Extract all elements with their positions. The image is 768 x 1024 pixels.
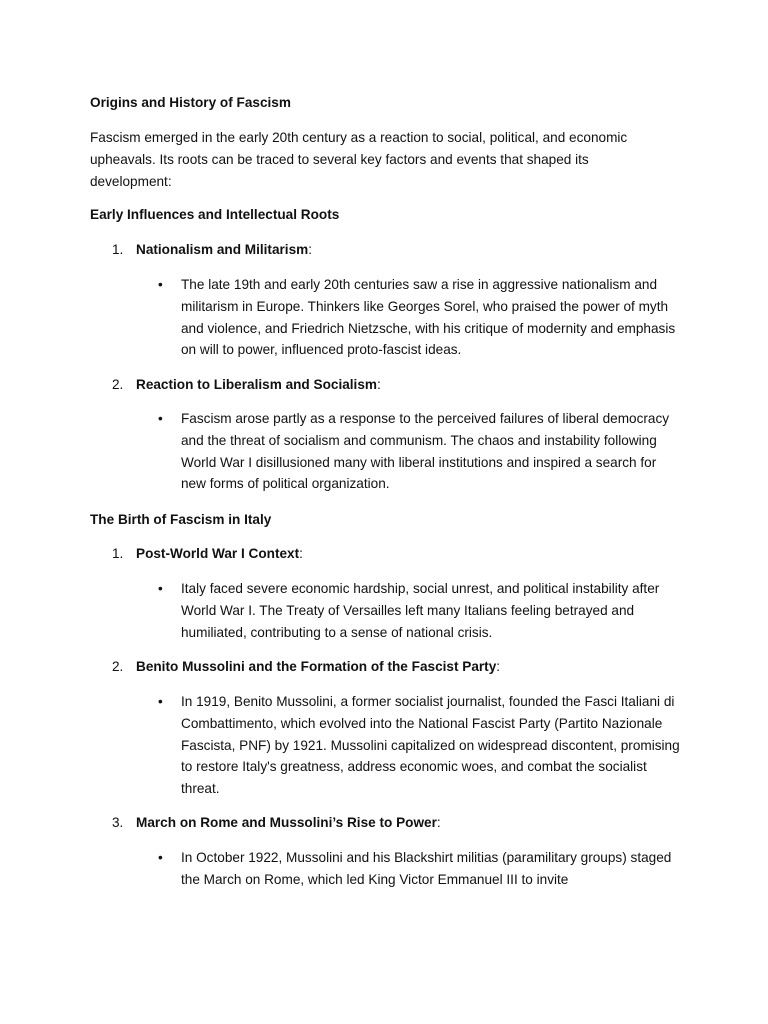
list-number: 3.: [112, 815, 124, 830]
bullet-text: In 1919, Benito Mussolini, a former socialist journalist, founded the Fasci Italiani di Combattimento, which evolved into the National Fascist Party (Partito Nazionale Fascista, PNF) by 1921. Mussolini capitalized on widespread discontent, promising to restore Italy's greatness, address economic woes, and combat the socialist threat.: [181, 694, 680, 797]
section-heading: The Birth of Fascism in Italy: [90, 512, 272, 527]
document-title: Origins and History of Fascism: [90, 95, 291, 110]
list-item-title-text: Reaction to Liberalism and Socialism: [136, 377, 377, 392]
bullet-text: Fascism arose partly as a response to the perceived failures of liberal democracy and the threat of socialism and communism. The chaos and instability following World War I disillusioned many with liberal institutions and inspired a search for new forms of political organization.: [181, 411, 670, 492]
list-item-title-text: Benito Mussolini and the Formation of the Fascist Party: [136, 659, 497, 674]
list-item-title-text: March on Rome and Mussolini’s Rise to Power: [136, 815, 437, 830]
list-item-colon: :: [436, 815, 441, 830]
bullet-dot: •: [158, 694, 163, 709]
list-item-title: [136, 812, 696, 834]
list-item-colon: :: [496, 659, 501, 674]
list-number: 1.: [112, 546, 124, 561]
list-number: 2.: [112, 659, 124, 674]
section-heading: Early Influences and Intellectual Roots: [90, 207, 340, 222]
list-item-colon: :: [299, 546, 303, 561]
bullet-text: The late 19th and early 20th centuries saw a rise in aggressive nationalism and militarism in Europe. Thinkers like Georges Sorel, who praised the power of myth and violence, and Friedrich Nietzsche, with his critique of modernity and emphasis on will to power, influenced proto-fascist ideas.: [181, 277, 676, 358]
list-number: 1.: [112, 242, 124, 257]
list-item-title: [136, 239, 696, 261]
bullet-dot: •: [158, 411, 163, 426]
list-item-title: [136, 656, 696, 678]
bullet-text: Italy faced severe economic hardship, social unrest, and political instability after World War I. The Treaty of Versailles left many Italians feeling betrayed and humiliated, contributing to a sense of national crisis.: [181, 581, 660, 640]
list-item-title: [136, 543, 696, 565]
bullet-text: In October 1922, Mussolini and his Blackshirt militias (paramilitary groups) staged the March on Rome, which led King Victor Emmanuel III to invite: [181, 850, 672, 887]
list-item-title: [136, 374, 696, 396]
bullet-dot: •: [158, 581, 163, 596]
list-item-colon: :: [308, 242, 313, 257]
intro-paragraph: Fascism emerged in the early 20th century as a reaction to social, political, and economic upheavals. Its roots can be traced to several key factors and events that shaped its development:: [90, 130, 628, 189]
list-number: 2.: [112, 377, 124, 392]
list-item-title-text: Post-World War I Context: [136, 546, 300, 561]
list-item-title-text: Nationalism and Militarism: [136, 242, 309, 257]
bullet-dot: •: [158, 850, 163, 865]
bullet-dot: •: [158, 277, 163, 292]
list-item-colon: :: [376, 377, 381, 392]
